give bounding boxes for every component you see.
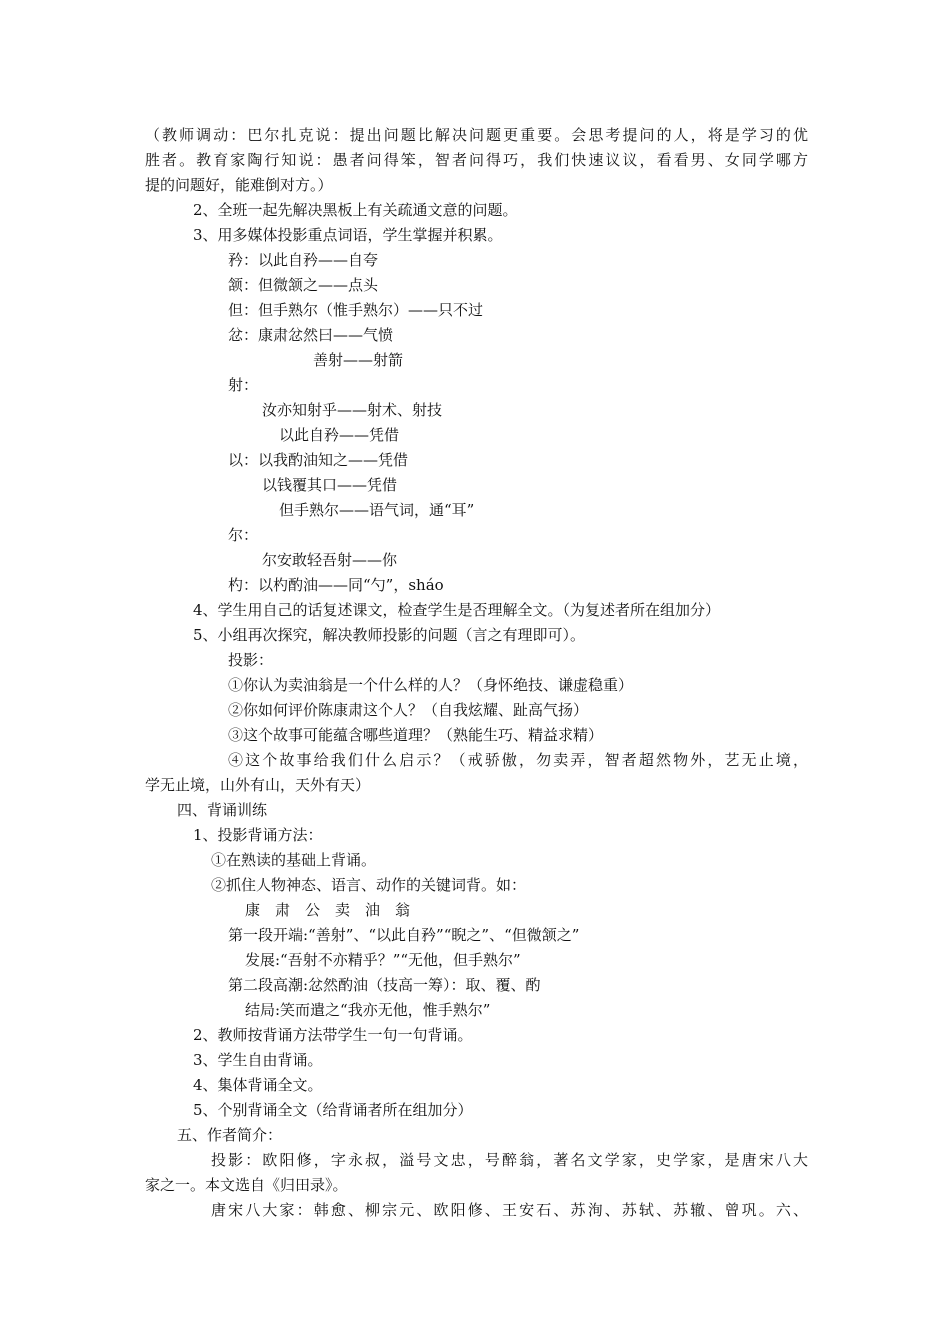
- recite-step-3: 3、学生自由背诵。: [193, 1051, 323, 1069]
- vocab-she-sense-2: 汝亦知射乎——射术、射技: [262, 401, 443, 419]
- vocab-yi: 以：以我酌油知之——凭借: [228, 451, 409, 469]
- teacher-note-line-2: 胜者。教育家陶行知说：愚者问得笨，智者问得巧，我们快速议议，看看男、女同学哪方: [145, 151, 808, 169]
- para1-development: 发展:“吾射不亦精乎？”“无他，但手熟尔”: [245, 951, 521, 969]
- step-3: 3、用多媒体投影重点词语，学生掌握并积累。: [193, 226, 503, 244]
- vocab-han: 颔：但微颔之——点头: [228, 276, 379, 294]
- vocab-er-sense-2: 尔安敢轻吾射——你: [262, 551, 398, 569]
- recite-method-1: ①在熟读的基础上背诵。: [211, 851, 377, 869]
- recite-step-1: 1、投影背诵方法：: [193, 826, 323, 844]
- vocab-er-label: 尔：: [228, 526, 259, 544]
- question-4-line-1: ④这个故事给我们什么启示？（戒骄傲，勿卖弄，智者超然物外，艺无止境，: [228, 751, 808, 769]
- vocab-yi-sense-1: 以此自矜——凭借: [279, 426, 400, 444]
- vocab-shao: 杓：以杓酌油——同“勺”，sháo: [228, 576, 444, 594]
- vocab-er-sense-1: 但手熟尔——语气词，通“耳”: [279, 501, 475, 519]
- author-intro-line-1: 投影：欧阳修，字永叔，溢号文忠，号醉翁，著名文学家，史学家，是唐宋八大: [211, 1151, 808, 1169]
- section-4-heading: 四、背诵训练: [177, 801, 268, 819]
- para2-ending: 结局:笑而遣之“我亦无他，惟手熟尔”: [245, 1001, 491, 1019]
- step-4: 4、学生用自己的话复述课文，检查学生是否理解全文。（为复述者所在组加分）: [193, 601, 721, 619]
- vocab-fen: 忿：康肃忿然曰——气愤: [228, 326, 394, 344]
- section-5-heading: 五、作者简介：: [177, 1126, 283, 1144]
- vocab-she-label: 射：: [228, 376, 259, 394]
- recite-step-5: 5、个别背诵全文（给背诵者所在组加分）: [193, 1101, 473, 1119]
- teacher-note-line-1: （教师调动：巴尔扎克说：提出问题比解决问题更重要。会思考提问的人，将是学习的优: [145, 126, 808, 144]
- question-4-line-2: 学无止境，山外有山，天外有天）: [145, 776, 371, 794]
- recite-step-2: 2、教师按背诵方法带学生一句一句背诵。: [193, 1026, 473, 1044]
- recite-step-4: 4、集体背诵全文。: [193, 1076, 323, 1094]
- eight-masters-line: 唐宋八大家：韩愈、柳宗元、欧阳修、王安石、苏洵、苏轼、苏辙、曾巩。六、: [211, 1201, 808, 1219]
- vocab-she-sense-1: 善射——射箭: [313, 351, 404, 369]
- step-2: 2、全班一起先解决黑板上有关疏通文意的问题。: [193, 201, 518, 219]
- question-3: ③这个故事可能蕴含哪些道理？（熟能生巧、精益求精）: [228, 726, 604, 744]
- story-title: 康 肃 公 卖 油 翁: [245, 901, 411, 919]
- teacher-note-line-3: 提的问题好，能难倒对方。）: [145, 176, 333, 194]
- para1-opening: 第一段开端:“善射”、“以此自矜”“睨之”、“但微颔之”: [228, 926, 580, 944]
- author-intro-line-2: 家之一。本文选自《归田录》。: [145, 1176, 348, 1194]
- vocab-yi-sense-3: 以钱覆其口——凭借: [262, 476, 398, 494]
- vocab-dan: 但：但手熟尔（惟手熟尔）——只不过: [228, 301, 484, 319]
- projection-label: 投影：: [228, 651, 274, 669]
- vocab-jin: 矜：以此自矜——自夸: [228, 251, 379, 269]
- question-2: ②你如何评价陈康肃这个人？（自我炫耀、趾高气扬）: [228, 701, 589, 719]
- step-5: 5、小组再次探究，解决教师投影的问题（言之有理即可）。: [193, 626, 586, 644]
- recite-method-2: ②抓住人物神态、语言、动作的关键词背。如：: [211, 876, 527, 894]
- question-1: ①你认为卖油翁是一个什么样的人？（身怀绝技、谦虚稳重）: [228, 676, 634, 694]
- para2-climax: 第二段高潮:忿然酌油（技高一筹）：取、覆、酌: [228, 976, 541, 994]
